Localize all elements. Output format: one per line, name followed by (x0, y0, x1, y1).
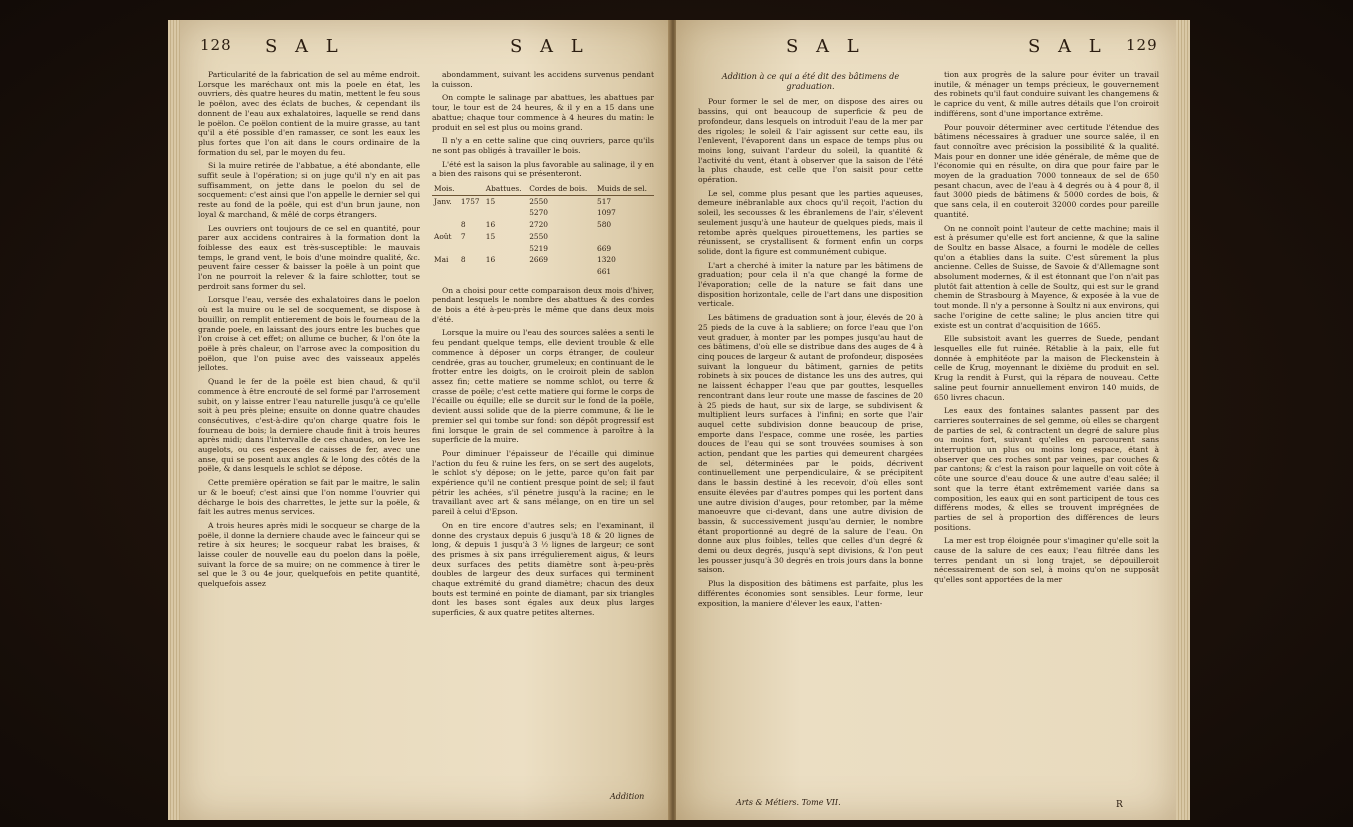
left-catchword: Addition (610, 792, 645, 801)
left-column-1 (198, 70, 420, 810)
paragraph: Quand le fer de la poële est bien chaud, & qu'il commence à être encrouté de sel formé par l'arrosement subit, on y laisse entrer l'eau naturelle jusqu'à ce qu'elle soit à peu près pleine; ensuite on donne quatre chaudes consécutives, c'est-à-dire qu'on charge quatre fois le fourneau de bois; la derniere chaude finit à trois heures après midi; dans l'intervalle de ces chaudes, on leve les augelots, ou ces especes de caisses de fer, avec une anse, qui se posent aux angles & le long des côtés de la poële, & dans lesquels le schlot se dépose. (198, 377, 420, 474)
table-cell: 1097 (597, 208, 616, 218)
table-row (432, 266, 654, 278)
paragraph: abondamment, suivant les accidens survenus pendant la cuisson. (432, 70, 654, 89)
table-cell: 580 (597, 220, 612, 230)
table-cell (432, 207, 459, 219)
table-cell (459, 207, 484, 219)
table-cell: 669 (597, 243, 612, 253)
paragraph: Particularité de la fabrication de sel au même endroit. Lorsque les maréchaux ont mis la poele en état, les ouvriers, dès quatre heures du matin, mettent le feu sous le poëlon, avec des éclats de buches, & cependant ils donnent de l'eau aux exhalatoires, laquelle se rend dans le poëlon. Ce poëlon contient de la muire grasse, au tant qu'il a été possible d'en ramasser, ce sont les eaux les plus fortes que l'on ait dans le cours ordinaire de la formation du sel, par le moyen du feu. (198, 70, 420, 157)
paragraph: Pour pouvoir déterminer avec certitude l'étendue des bâtimens nécessaires à graduer une source salée, il en faut connoître avec précision la possibilité & la qualité. Mais pour en donner une idée générale, de même que de l'économie qui en résulte, on dira que pour faire par le moyen de la graduation 7000 tonneaux de sel de 650 pesant chacun, avec de l'eau à 4 degrés ou à 4 pour 8, il faut 3000 pieds de bâtimens & 5000 cordes de bois, & que sans cela, il en couteroit 32000 cordes pour pareille quantité. (934, 122, 1159, 219)
production-table (432, 183, 654, 278)
table-header: Cordes de bois. (527, 183, 595, 195)
table-cell (432, 266, 459, 278)
paragraph: L'art a cherché à imiter la nature par les bâtimens de graduation; pour cela il n'a que changé la forme de l'évaporation; celle de la nature se fait dans une disposition horizontale, celle de l'art dans une disposition verticale. (698, 260, 923, 309)
table-row (432, 219, 654, 231)
left-column-2 (432, 70, 654, 810)
paragraph: Lorsque la muire ou l'eau des sources salées a senti le feu pendant quelque temps, elle devient trouble & elle commence à déposer un corps étranger, de couleur cendrée, gras au toucher, grumeleux; en continuant de le frotter entre les doigts, on le croiroit plein de sablon assez fin; cette matiere se nomme schlot, ou terre & crasse de poële; c'est cette matiere qui forme le corps de l'écaille ou équille; elle se durcit sur le fond de la poële, devient aussi solide que de la pierre commune, & lie le premier sel qui tombe sur fond: son dépôt progressif est fini lorsque le grain de sel commence à paroître à la superficie de la muire. (432, 328, 654, 445)
table-cell: Mai (434, 255, 449, 265)
table-cell: Janv. (434, 196, 452, 206)
table-cell (484, 207, 527, 219)
table-cell: 8 (460, 255, 466, 265)
left-page (180, 20, 670, 820)
table-cell (484, 266, 527, 278)
left-fore-edge (168, 20, 180, 820)
table-cell: 2550 (529, 196, 548, 206)
table-cell: 8 (460, 220, 466, 230)
paragraph: Cette première opération se fait par le maitre, le salin ur & le boeuf; c'est ainsi que l'on nomme l'ouvrier qui décharge le bois des charrettes, le jette sur la poële, & fait les autres menus services. (198, 478, 420, 517)
left-running-title-1: S A L (265, 36, 344, 57)
table-cell: 517 (597, 196, 612, 206)
paragraph: Elle subsistoit avant les guerres de Suede, pendant lesquelles elle fut ruinée. Rétablie à la paix, elle fut donnée à emphitéote par la maison de Fleckenstein à celle de Krug, moyennant le dixième du produit en sel. Krug la rendit à Furst, qui la répara de nouveau. Cette saline peut fournir annuellement environ 140 muids, de 650 livres chacun. (934, 334, 1159, 402)
table-cell (432, 219, 459, 231)
table-cell: 5219 (529, 243, 548, 253)
table-cell: 1757 (460, 196, 480, 206)
table-cell: 16 (485, 255, 496, 265)
right-footer: Arts & Métiers. Tome VII. (736, 798, 841, 807)
left-page-number: 128 (200, 36, 232, 54)
paragraph: On compte le salinage par abattues, les abattues par tour, le tour est de 24 heures, & il y en a 15 dans une abattue; chaque tour commence à 4 heures du matin: le produit en sel est plus ou moins grand. (432, 93, 654, 132)
right-running-title-2: S A L (1028, 36, 1107, 57)
table-cell (459, 243, 484, 255)
table-header (459, 183, 484, 195)
table-header: Abattues. (484, 183, 527, 195)
table-row (432, 231, 654, 243)
paragraph: On a choisi pour cette comparaison deux mois d'hiver, pendant lesquels le nombre des abattues & des cordes de bois a été à-peu-près le même que dans deux mois d'été. (432, 285, 654, 324)
table-cell (484, 243, 527, 255)
paragraph: Lorsque l'eau, versée des exhalatoires dans le poelon où est la muire ou le sel de socquement, se dispose à bouillir, on remplit entierement de bois le fourneau de la grande poele, en laissant des jours entre les buches que l'on croise à cet effet; on allume ce bucher, & l'on ôte la poële à près chaleur, on l'arrose avec la composition du poëlon, que l'on puise avec des vaisseaux appelés jellotes. (198, 295, 420, 373)
table-cell: 2669 (529, 255, 548, 265)
right-running-title-1: S A L (786, 36, 865, 57)
paragraph: On ne connoît point l'auteur de cette machine; mais il est à présumer qu'elle est fort ancienne, & que la saline de Soultz en basse Alsace, a fourni le modèle de celles qu'on a établies dans la suite. C'est sûrement la plus ancienne. Celles de Suisse, de Savoie & d'Allemagne sont absolument modernes, & il est étonnant que l'on n'ait pas plutôt fait attention à celle de Soultz, qui est sur le grand chemin de Strasbourg à Mayence, & exposée à la vue de tout monde. Il n'y a personne à Soultz ni aux environs, qui sache l'origine de cette saline; le plus ancien titre qui existe est un contrat d'acquisition de 1665. (934, 223, 1159, 330)
paragraph: Si la muire retirée de l'abbatue, a été abondante, elle suffit seule à l'opération; si on juge qu'il n'y en ait pas suffisamment, on jette dans le poelon du sel de socquement: c'est ainsi que l'on appelle le dernier sel qui reste au fond de la poële, qui est d'un brun jaune, non loyal & marchand, & mêlé de corps étrangers. (198, 161, 420, 219)
right-column-1 (698, 70, 923, 790)
table-header: Muids de sel. (595, 183, 654, 195)
right-column-2 (934, 70, 1159, 810)
table-cell (595, 231, 654, 243)
paragraph: Plus la disposition des bâtimens est parfaite, plus les différentes économies sont sensibles. Leur forme, leur exposition, la maniere d'élever les eaux, l'atten- (698, 579, 923, 608)
paragraph: L'été est la saison la plus favorable au salinage, il y en a bien des raisons qui se présenteront. (432, 159, 654, 179)
table-header: Mois. (432, 183, 459, 195)
paragraph: Il n'y a en cette saline que cinq ouvriers, parce qu'ils ne sont pas obligés à travailler le bois. (432, 136, 654, 155)
table-header-row (432, 183, 654, 195)
table-cell: 2550 (529, 231, 548, 241)
table-row (432, 195, 654, 207)
table-cell: 1320 (597, 255, 616, 265)
signature-mark: R (1116, 800, 1123, 810)
table-cell: 16 (485, 220, 496, 230)
table-cell (459, 266, 484, 278)
right-fore-edge (1176, 20, 1190, 820)
paragraph: Pour diminuer l'épaisseur de l'écaille qui diminue l'action du feu & ruine les fers, on se sert des augelots, le schlot s'y dépose; on le jette, parce qu'on fait par expérience qu'il ne contient presque point de sel; il faut pétrir les achées, s'il pénetre jusqu'à la racine; en le travaillant avec art & sans mélange, on en tire un sel pareil à celui d'Epson. (432, 448, 654, 517)
paragraph: On en tire encore d'autres sels; en l'examinant, il donne des crystaux depuis 6 jusqu'à 18 & 20 lignes de long, & depuis 1 jusqu'à 3 ½ lignes de largeur; ce sont des prismes à six pans irrégulierement aigus, & leurs deux surfaces des petits diamètre sont à-peu-près doubles de largeur des deux surfaces qui terminent chaque extrémité du grand diamètre; chacun des deux bouts est terminé en pointe de diamant, par six triangles dont les bases sont égales aux deux plus larges superficies, & aux quatre petites alternes. (432, 520, 654, 618)
table-cell: 7 (460, 231, 466, 241)
table-cell: 15 (485, 196, 496, 206)
table-row (432, 243, 654, 255)
paragraph: Les ouvriers ont toujours de ce sel en quantité, pour parer aux accidens contraires à la formation dont la foiblesse des eaux est très-susceptible: le mauvais temps, le grand vent, le bois d'une moindre qualité, &c. peuvent faire cesser & baisser la poële à un point que l'on ne pourroit la relever & la faire schlotter, tout se perdroit sans former du sel. (198, 223, 420, 291)
left-running-title-2: S A L (510, 36, 589, 57)
paragraph: tion aux progrès de la salure pour éviter un travail inutile, & ménager un temps précieux, le gouvernement des robinets qu'il faut conduire suivant les changemens & le caprice du vent, & mille autres détails que l'on croiroit indifférens, sont d'une importance extrême. (934, 70, 1159, 118)
paragraph: A trois heures après midi le socqueur se charge de la poële, il donne la derniere chaude avec le fainceur qui se retire à six heures; le socqueur rabat les braises, & laisse couler de nouvelle eau du poelon dans la poële, suivant la force de sa muire; on ne commence à tirer le sel que le 3 ou 4e jour, quelquefois en petite quantité, quelquefois assez (198, 520, 420, 589)
table-cell: Août (434, 231, 452, 241)
table-cell (432, 243, 459, 255)
table-row (432, 254, 654, 266)
table-row (432, 207, 654, 219)
paragraph: Pour former le sel de mer, on dispose des aires ou bassins, qui ont beaucoup de superficie & peu de profondeur, dans lesquels on introduit l'eau de la mer par des rigoles; le soleil & l'air agissent sur cette eau, ils l'enlevent, l'évaporent dans un espace de temps plus ou moins long, suivant l'ardeur du soleil, la quantité & l'activité du vent, étant à observer que la saison de l'été la plus chaude, est celle que l'on saisit pour cette opération. (698, 97, 923, 185)
table-cell: 5270 (529, 208, 548, 218)
section-heading: Addition à ce qui a été dit des bâtimens de graduation. (721, 71, 900, 91)
table-cell: 661 (597, 266, 612, 276)
table-cell: 2720 (529, 220, 548, 230)
right-page-number: 129 (1126, 36, 1158, 54)
table-cell (527, 266, 595, 278)
paragraph: Les bâtimens de graduation sont à jour, élevés de 20 à 25 pieds de la cuve à la sabliere; on force l'eau que l'on veut graduer, à monter par les pompes jusqu'au haut de ces bâtimens, d'où elle se distribue dans des auges de 4 à cinq pouces de largeur & autant de profondeur, disposées suivant la longueur du bâtiment, garnies de petits robinets à six pouces de distance les uns des autres, qui ne laissent échapper l'eau que par gouttes, lesquelles rencontrant dans leur route une masse de fascines de 20 à 25 pieds de haut, sur six de large, se subdivisent & multiplient leurs surfaces à l'infini; en sorte que l'air auquel cette subdivision donne beaucoup de prise, emporte dans l'espace, comme une rosée, les parties douces de l'eau qui se sont trouvées soumises à son action, pendant que les parties qui demeurent chargées de sel, déterminées par le poids, décrivent continuellement une perpendiculaire, & se précipitent dans le bassin destiné à les recevoir, d'où elles sont ensuite élevées par d'autres pompes qui les portent dans une autre division d'auges, pour retomber, par la même manoeuvre que ci-devant, dans une autre division de bassin, & successivement jusqu'au dernier, le nombre étant proportionné au degré de la salure de l'eau. On donne aux plus foibles, telles que celles d'un degré & demi ou deux degrés, jusqu'à sept divisions, & l'on peut les pousser jusqu'à 30 degrés en trois jours dans la bonne saison. (698, 313, 923, 575)
right-page (676, 20, 1176, 820)
paragraph: La mer est trop éloignée pour s'imaginer qu'elle soit la cause de la salure de ces eaux; l'eau filtrée dans les terres pendant un si long trajet, se dépouilleroit nécessairement de son sel, à moins qu'on ne supposât qu'elles sont apportées de la mer (934, 536, 1159, 585)
paragraph: Le sel, comme plus pesant que les parties aqueuses, demeure inébranlable aux chocs qu'il reçoit, l'action du soleil, les secousses & les ébranlemens de l'air, s'élevent seulement jusqu'à une hauteur de quelques pieds, mais il retombe après quelques pirouettemens, les parties se réunissent, se crystallisent & forment enfin un corps solide, dont la figure est communément cubique. (698, 188, 923, 256)
table-cell: 15 (485, 231, 496, 241)
paragraph: Les eaux des fontaines salantes passent par des carrieres souterraines de sel gemme, où elles se chargent de parties de sel, & contractent un degré de salure plus ou moins fort, suivant qu'elles en parcourent sans interruption un plus ou moins long espace, étant à observer que ces roches sont par veines, par couches & par cantons; & c'est la raison pour laquelle on voit côte à côte une source d'eau douce & une autre d'eau salée; il sont que la terre étant extrêmement variée dans sa composition, les eaux qui en sont participent de tous ces différens modes, & elles se trouvent imprégnées de parties de sel à proportion des différences de leurs positions. (934, 406, 1159, 532)
